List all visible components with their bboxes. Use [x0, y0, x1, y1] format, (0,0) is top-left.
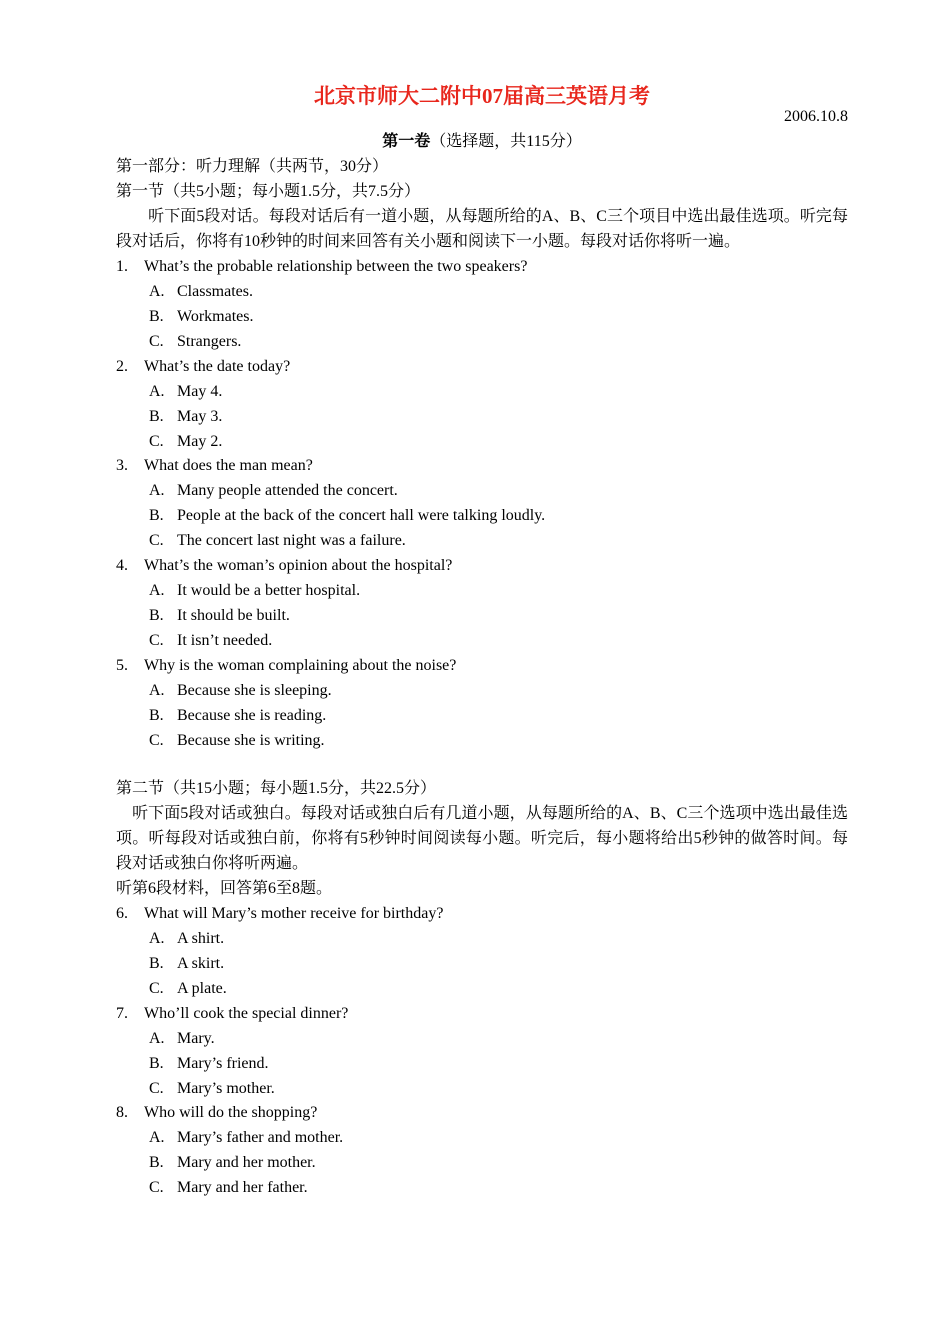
option-text: Because she is writing.	[177, 732, 325, 749]
volume-label: 第一卷	[382, 133, 431, 150]
section1-heading: 第一节（共5小题；每小题1.5分，共7.5分）	[116, 183, 421, 200]
option-letter: A.	[149, 682, 165, 699]
option-letter: B.	[149, 507, 164, 524]
option-letter: B.	[149, 1154, 164, 1171]
option-text: Mary’s mother.	[177, 1080, 275, 1097]
question-text: What’s the probable relationship between the two speakers?	[144, 258, 528, 275]
option	[149, 578, 360, 603]
option-letter: B.	[149, 408, 164, 425]
option-text: Mary and her father.	[177, 1179, 308, 1196]
option	[149, 329, 241, 354]
question-number: 3.	[116, 457, 128, 474]
option-letter: A.	[149, 482, 165, 499]
option-letter: A.	[149, 1030, 165, 1047]
option-text: Strangers.	[177, 333, 242, 350]
question-text: What’s the woman’s opinion about the hospital?	[144, 557, 453, 574]
exam-title: 北京市师大二附中07届高三英语月考	[314, 84, 650, 108]
option-letter: A.	[149, 582, 165, 599]
option-letter: C.	[149, 980, 164, 997]
option-text: May 4.	[177, 383, 223, 400]
option-letter: B.	[149, 308, 164, 325]
option	[149, 1150, 316, 1175]
option-text: Mary’s father and mother.	[177, 1129, 344, 1146]
option	[149, 976, 227, 1001]
question-text: What’s the date today?	[144, 358, 291, 375]
option	[149, 528, 406, 553]
option-letter: A.	[149, 1129, 165, 1146]
question	[116, 1100, 317, 1125]
option-text: A shirt.	[177, 930, 225, 947]
option-text: People at the back of the concert hall were talking loudly.	[177, 507, 546, 524]
question	[116, 453, 313, 478]
option	[149, 478, 398, 503]
part1-heading: 第一部分：听力理解（共两节，30分）	[116, 158, 389, 175]
option-text: It would be a better hospital.	[177, 582, 361, 599]
option	[149, 429, 222, 454]
option-letter: C.	[149, 532, 164, 549]
question	[116, 1001, 348, 1026]
option-text: Workmates.	[177, 308, 254, 325]
option-text: It should be built.	[177, 607, 290, 624]
section1-instructions: 听下面5段对话。每段对话后有一道小题，从每题所给的A、B、C三个项目中选出最佳选项。听完每段对话后，你将有10秒钟的时间来回答有关小题和阅读下一小题。每段对话你将听一遍。	[116, 208, 848, 250]
question-number: 1.	[116, 258, 128, 275]
option-letter: C.	[149, 732, 164, 749]
option	[149, 1076, 275, 1101]
option	[149, 1175, 308, 1200]
option	[149, 279, 253, 304]
question-text: Who’ll cook the special dinner?	[144, 1005, 349, 1022]
option	[149, 728, 325, 753]
option-letter: B.	[149, 955, 164, 972]
option-text: Because she is reading.	[177, 707, 327, 724]
option-text: It isn’t needed.	[177, 632, 273, 649]
question-text: Why is the woman complaining about the noise?	[144, 657, 457, 674]
option	[149, 628, 272, 653]
question	[116, 653, 456, 678]
exam-date: 2006.10.8	[784, 108, 848, 125]
option	[149, 304, 253, 329]
question-number: 7.	[116, 1005, 128, 1022]
option-text: Classmates.	[177, 283, 253, 300]
option-letter: C.	[149, 333, 164, 350]
option-letter: C.	[149, 1080, 164, 1097]
question-text: What does the man mean?	[144, 457, 313, 474]
material-6-heading: 听第6段材料，回答第6至8题。	[116, 880, 333, 897]
option	[149, 703, 326, 728]
question	[116, 901, 443, 926]
section2-instructions: 听下面5段对话或独白。每段对话或独白后有几道小题，从每题所给的A、B、C三个选项中选出最佳选项。听每段对话或独白前，你将有5秒钟时间阅读每小题。听完后，每小题将给出5秒钟的做答时间。每段对话或独白你将听两遍。	[116, 805, 848, 872]
option-letter: A.	[149, 383, 165, 400]
option-letter: B.	[149, 607, 164, 624]
volume-info: （选择题，共115分）	[430, 133, 582, 150]
question-text: Who will do the shopping?	[144, 1104, 318, 1121]
question-number: 2.	[116, 358, 128, 375]
option-text: A skirt.	[177, 955, 225, 972]
option	[149, 603, 290, 628]
option-letter: A.	[149, 930, 165, 947]
option-text: Mary’s friend.	[177, 1055, 269, 1072]
option-letter: C.	[149, 632, 164, 649]
option	[149, 379, 222, 404]
option	[149, 1051, 269, 1076]
question	[116, 354, 290, 379]
volume-heading	[116, 129, 848, 154]
option-text: Mary.	[177, 1030, 215, 1047]
option-letter: A.	[149, 283, 165, 300]
option	[149, 1125, 343, 1150]
question-number: 6.	[116, 905, 128, 922]
question-number: 4.	[116, 557, 128, 574]
option-letter: C.	[149, 433, 164, 450]
option-letter: B.	[149, 1055, 164, 1072]
question-number: 8.	[116, 1104, 128, 1121]
section2-heading: 第二节（共15小题；每小题1.5分，共22.5分）	[116, 780, 437, 797]
question-text: What will Mary’s mother receive for birthday?	[144, 905, 444, 922]
option-text: May 2.	[177, 433, 223, 450]
option-text: The concert last night was a failure.	[177, 532, 406, 549]
option-text: Mary and her mother.	[177, 1154, 316, 1171]
option-text: A plate.	[177, 980, 227, 997]
option	[149, 1026, 215, 1051]
option	[149, 926, 224, 951]
option-letter: B.	[149, 707, 164, 724]
option-text: Many people attended the concert.	[177, 482, 398, 499]
question-number: 5.	[116, 657, 128, 674]
option-text: May 3.	[177, 408, 223, 425]
question	[116, 553, 452, 578]
option	[149, 951, 224, 976]
option-letter: C.	[149, 1179, 164, 1196]
option-text: Because she is sleeping.	[177, 682, 332, 699]
option	[149, 678, 332, 703]
option	[149, 503, 545, 528]
question	[116, 254, 527, 279]
option	[149, 404, 222, 429]
